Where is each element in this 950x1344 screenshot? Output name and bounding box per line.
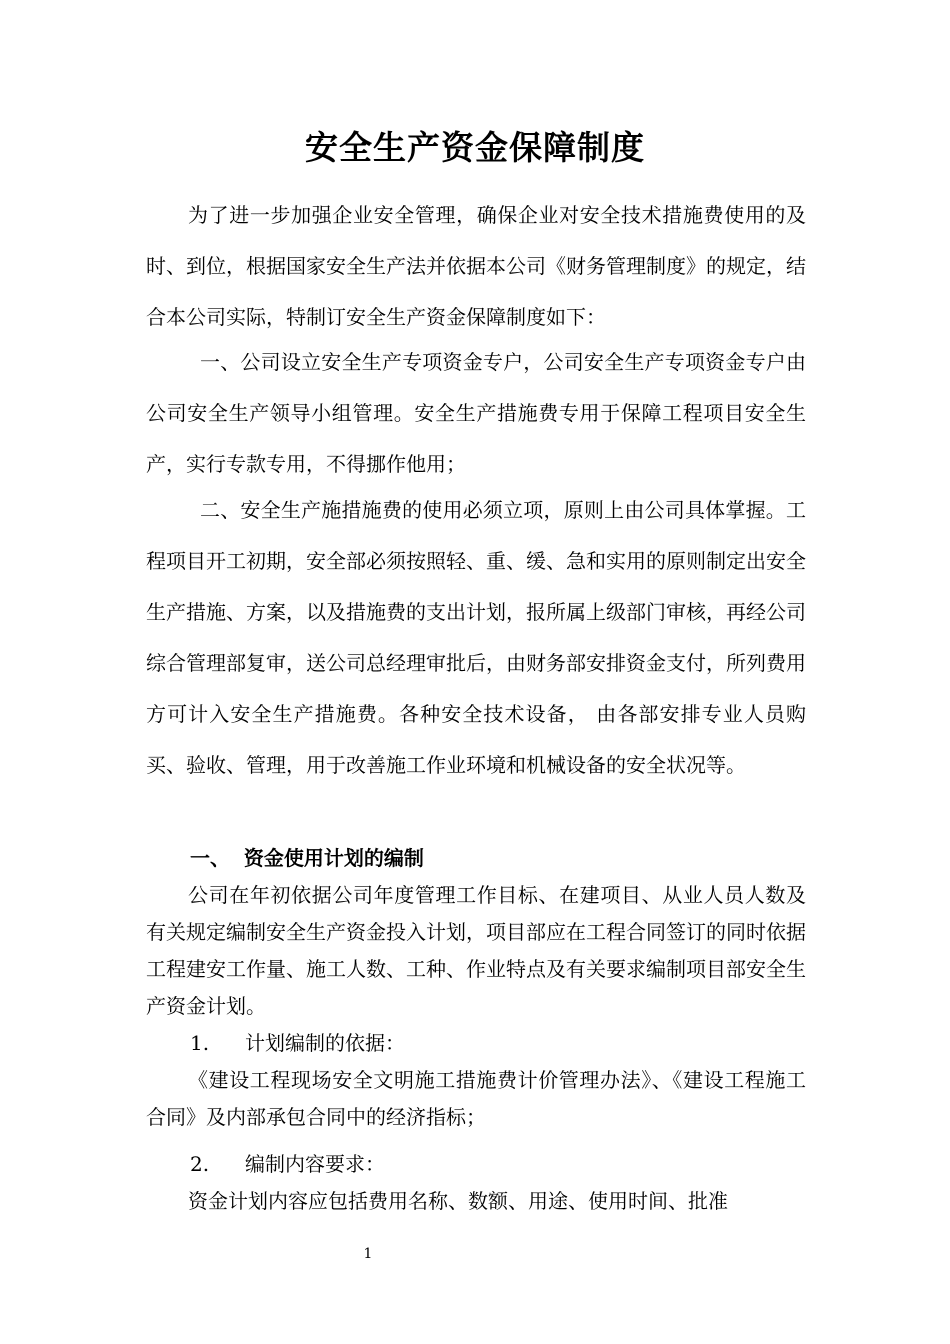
intro-paragraph: 为了进一步加强企业安全管理，确保企业对安全技术措施费使用的及时、到位，根据国家安全生产法并依据本公司《财务管理制度》的规定，结合本公司实际，特制订安全生产资金保障制度如下：	[146, 203, 806, 329]
item-1-label: 计划编制的依据：	[245, 1031, 405, 1055]
section-body-paragraph: 公司在年初依据公司年度管理工作目标、在建项目、从业人员人数及有关规定编制安全生产资金投入计划，项目部应在工程合同签订的同时依据工程建安工作量、施工人数、工种、作业特点及有关要求编制项目部安全生产资金计划。	[146, 883, 806, 1018]
document-title: 安全生产资金保障制度	[305, 128, 645, 167]
item-2-number: 2.	[190, 1152, 210, 1176]
item-2-heading	[190, 1146, 385, 1183]
section-heading: 一、 资金使用计划的编制	[190, 846, 424, 870]
item-1-number: 1.	[190, 1031, 210, 1055]
clause-1-paragraph: 一、公司设立安全生产专项资金专户，公司安全生产专项资金专户由公司安全生产领导小组管理。安全生产措施费专用于保障工程项目安全生产，实行专款专用，不得挪作他用；	[146, 350, 806, 476]
clause-2-paragraph: 二、安全生产施措施费的使用必须立项，原则上由公司具体掌握。工程项目开工初期，安全部必须按照轻、重、缓、急和实用的原则制定出安全生产措施、方案，以及措施费的支出计划，报所属上级部门审核，再经公司综合管理部复审，送公司总经理审批后，由财务部安排资金支付，所列费用方可计入安全生产措施费。各种安全技术设备， 由各部安排专业人员购买、验收、管理，用于改善施工作业环境和机械设备的安全状况等。	[146, 498, 806, 777]
item-2-body-paragraph: 资金计划内容应包括费用名称、数额、用途、使用时间、批准	[188, 1189, 728, 1213]
item-2-label: 编制内容要求：	[245, 1152, 385, 1176]
item-1-heading	[190, 1025, 405, 1062]
page-number: 1	[363, 1246, 373, 1262]
item-1-body-paragraph: 《建设工程现场安全文明施工措施费计价管理办法》、《建设工程施工合同》及内部承包合同中的经济指标；	[146, 1068, 806, 1129]
